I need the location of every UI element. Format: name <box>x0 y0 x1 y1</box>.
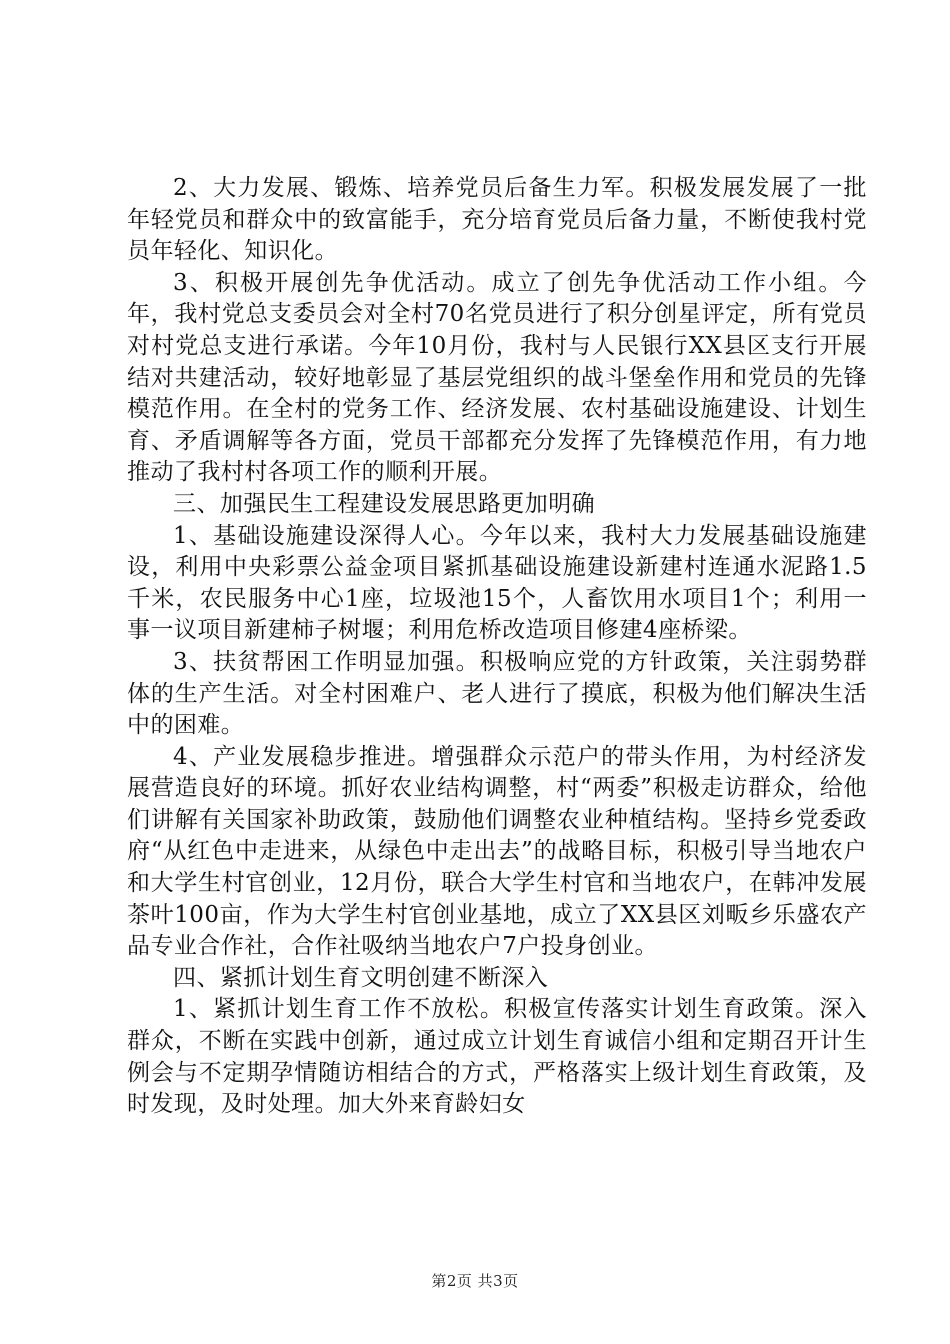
paragraph-excellence-activity: 3、积极开展创先争优活动。成立了创先争优活动工作小组。今年，我村党总支委员会对全村70名党员进行了积分创星评定，所有党员对村党总支进行承诺。今年10月份，我村与人民银行XX县区支行开展结对共建活动，较好地彰显了基层党组织的战斗堡垒作用和党员的先锋模范作用。在全村的党务工作、经济发展、农村基础设施建设、计划生育、矛盾调解等各方面，党员干部都充分发挥了先锋模范作用，有力地推动了我村村各项工作的顺利开展。 <box>127 269 867 486</box>
section-heading-family-planning: 四、紧抓计划生育文明创建不断深入 <box>173 964 549 991</box>
paragraph-cultivate-reserve: 2、大力发展、锻炼、培养党员后备生力军。积极发展发展了一批年轻党员和群众中的致富能手，充分培育党员后备力量，不断使我村党员年轻化、知识化。 <box>127 175 867 265</box>
paragraph-poverty-relief: 3、扶贫帮困工作明显加强。积极响应党的方针政策，关注弱势群体的生产生活。对全村困难户、老人进行了摸底，积极为他们解决生活中的困难。 <box>127 648 867 739</box>
page-footer: 第2页 共3页 <box>431 1272 519 1290</box>
paragraph-industry-development: 4、产业发展稳步推进。增强群众示范户的带头作用，为村经济发展营造良好的环境。抓好农业结构调整，村“两委”积极走访群众，给他们讲解有关国家补助政策，鼓励他们调整农业种植结构。坚持乡党委政府“从红色中走进来，从绿色中走出去”的战略目标，积极引导当地农户和大学生村官创业，12月份，联合大学生村官和当地农户，在韩冲发展茶叶100亩，作为大学生村官创业基地，成立了XX县区刘畈乡乐盛农产品专业合作社，合作社吸纳当地农户7户投身创业。 <box>127 743 867 960</box>
section-heading-livelihood: 三、加强民生工程建设发展思路更加明确 <box>173 490 596 517</box>
paragraph-family-planning-work: 1、紧抓计划生育工作不放松。积极宣传落实计划生育政策。深入群众，不断在实践中创新，通过成立计划生育诚信小组和定期召开计生例会与不定期孕情随访相结合的方式，严格落实上级计划生育政策，及时发现，及时处理。加大外来育龄妇女 <box>127 996 867 1118</box>
paragraph-infrastructure: 1、基础设施建设深得人心。今年以来，我村大力发展基础设施建设，利用中央彩票公益金项目紧抓基础设施建设新建村连通水泥路1.5千米，农民服务中心1座，垃圾池15个，人畜饮用水项目1个；利用一事一议项目新建柿子树堰；利用危桥改造项目修建4座桥梁。 <box>127 522 867 644</box>
document-body <box>127 173 867 1121</box>
